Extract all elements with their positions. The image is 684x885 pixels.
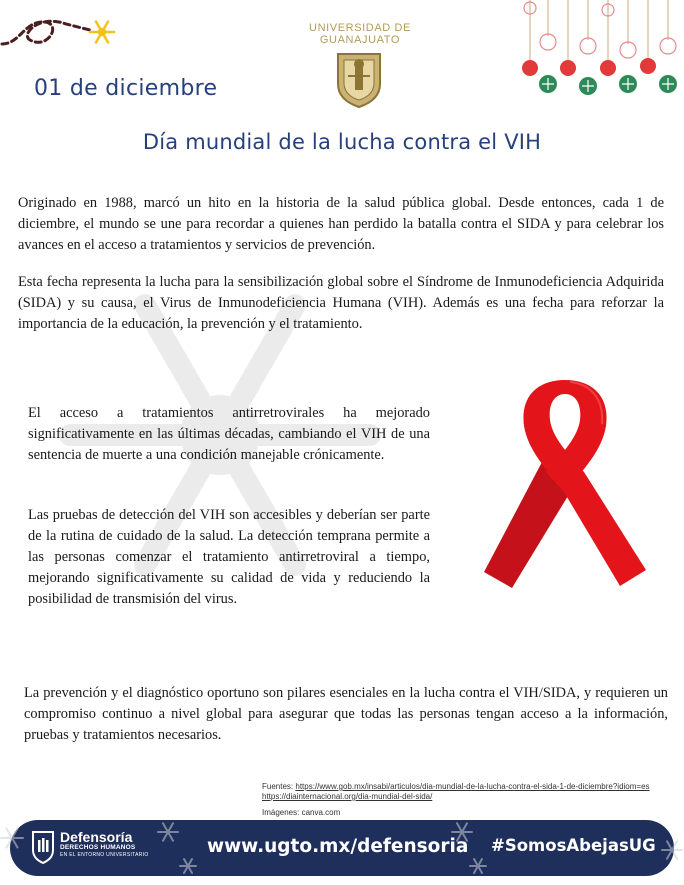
sources-block <box>262 782 682 802</box>
defensoria-logo-icon <box>30 830 56 864</box>
awareness-paragraph: Esta fecha representa la lucha para la sensibilización global sobre el Síndrome de Inmunodeficiencia Adquirida (SIDA) y su causa, el Virus de Inmunodeficiencia Humana (VIH). Además es una fecha para reforzar la importancia de la educación, la prevención y el tratamiento. <box>18 274 664 332</box>
university-crest-icon <box>334 50 384 108</box>
testing-paragraph: Las pruebas de detección del VIH son accesibles y deberían ser parte de la rutina de cuidado de la salud. La detección temprana permite a las personas comenzar el tratamiento antirretroviral a tiempo, mejorando significativamente su calidad de vida y reduciendo la posibilidad de transmisión del virus. <box>28 507 430 607</box>
snowflake-icon <box>90 22 114 43</box>
dashed-path-decoration <box>0 0 140 70</box>
source-link-gob[interactable]: https://www.gob.mx/insabi/articulos/dia-mundial-de-la-lucha-contra-el-sida-1-de-diciembre?idiom=es <box>295 782 650 791</box>
treatment-paragraph: El acceso a tratamientos antirretrovirales ha mejorado significativamente en las últimas décadas, cambiando el VIH de una sentencia de muerte a una condición manejable crónicamente. <box>28 405 430 463</box>
footer-url-link[interactable]: www.ugto.mx/defensoria <box>207 836 469 857</box>
defensoria-logo-text: Defensoría DERECHOS HUMANOS EN EL ENTORNO UNIVERSITARIO <box>60 829 149 858</box>
images-credit: Imágenes: canva.com <box>262 808 341 817</box>
footer-hashtag: #SomosAbejasUG <box>491 836 656 855</box>
red-ribbon-icon <box>480 374 650 602</box>
date-label: 01 de diciembre <box>34 76 218 101</box>
sources-label: Fuentes: <box>262 782 294 791</box>
page-title: Día mundial de la lucha contra el VIH <box>142 130 542 154</box>
christmas-ornaments-decoration <box>520 0 684 100</box>
university-name: UNIVERSIDAD DE GUANAJUATO <box>309 22 411 46</box>
intro-paragraph: Originado en 1988, marcó un hito en la historia de la salud pública global. Desde entonces, cada 1 de diciembre, el mundo se une para recordar a quienes han perdido la batalla contra el SIDA y para celebrar los avances en el acceso a tratamientos y servicios de prevención. <box>18 195 664 253</box>
closing-paragraph: La prevención y el diagnóstico oportuno son pilares esenciales en la lucha contra el VIH/SIDA, y requieren un compromiso continuo a nivel global para asegurar que todas las personas tengan acceso a la información, pruebas y tratamientos necesarios. <box>24 685 668 743</box>
source-link-diainternacional[interactable]: https://diainternacional.org/dia-mundial-del-sida/ <box>262 792 433 801</box>
